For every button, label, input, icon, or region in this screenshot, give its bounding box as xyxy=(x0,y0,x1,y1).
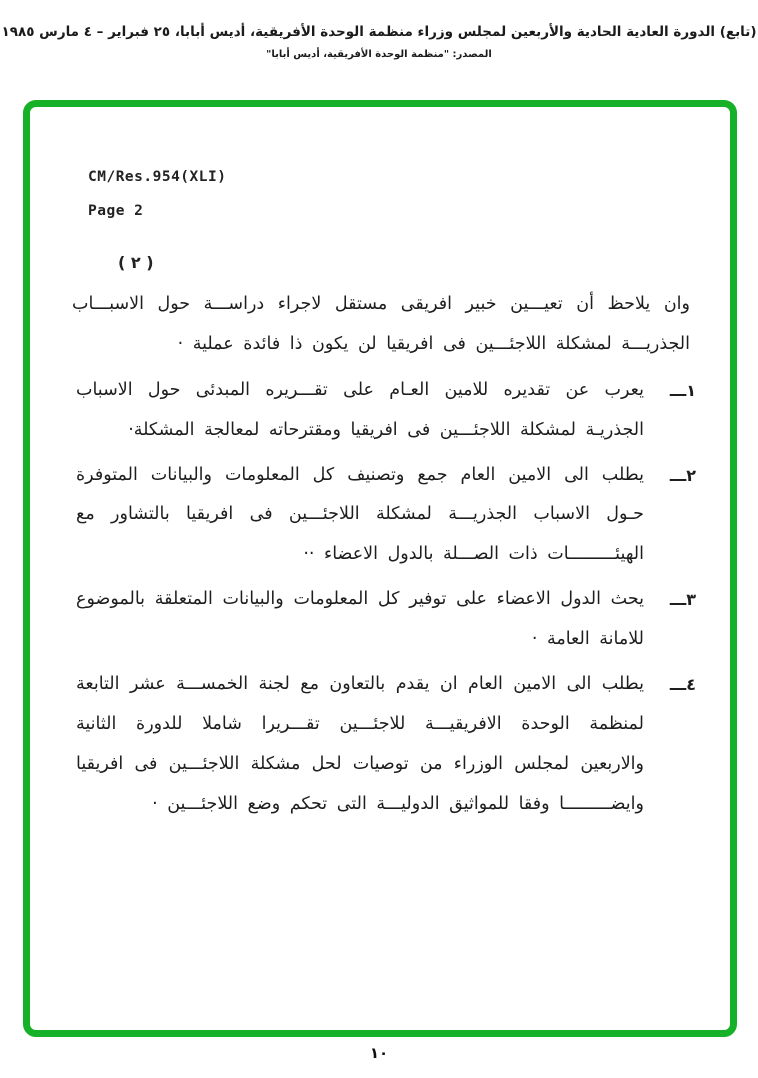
item-number: ٤ـــ xyxy=(669,675,696,695)
resolution-item-3 xyxy=(72,580,696,660)
item-text: يطلب الى الامين العام جمع وتصنيف كل المعلومات والبيانات المتوفرة حـول الاسباب الجذريـــة لمشكلة اللاجئـــين فى افريقيا بالتشاور مع الهيئـــــــــات ذات الصـــلة بالدول الاعضاء ·· xyxy=(76,464,644,565)
resolution-item-1 xyxy=(72,371,696,451)
document-reference: CM/Res.954(XLI) xyxy=(88,169,227,185)
item-text: يعرب عن تقديره للامين العـام على تقـــريره المبدئى حول الاسباب الجذريـة لمشكلة اللاجئـــين فى افريقيا ومقترحاته لمعالجة المشكلة· xyxy=(76,379,644,440)
item-number: ٢ـــ xyxy=(669,465,696,485)
folio-page-number: ١٠ xyxy=(369,1044,389,1062)
item-text: يحث الدول الاعضاء على توفير كل المعلومات والبيانات المتعلقة بالموضوع للامانة العامة · xyxy=(76,589,644,650)
resolution-body xyxy=(72,285,696,825)
item-number: ٣ـــ xyxy=(669,590,696,610)
document-page-label: Page 2 xyxy=(88,203,144,219)
green-highlight-frame xyxy=(23,100,737,1037)
resolution-item-4 xyxy=(72,665,696,825)
header-source-line: المصدر: "منظمة الوحدة الأفريقية، أديس أبابا" xyxy=(266,49,492,60)
resolution-item-2 xyxy=(72,456,696,576)
item-number: ١ـــ xyxy=(669,380,696,400)
preamble-paragraph: وان يلاحظ أن تعيـــين خبير افريقى مستقل لاجراء دراســـة حول الاسبـــاب الجذريـــة لمشكلة اللاجئـــين فى افريقيا لن يكون ذا فائدة عملية · xyxy=(72,294,690,354)
section-marker: ( ٢ ) xyxy=(118,253,154,272)
item-text: يطلب الى الامين العام ان يقدم بالتعاون مع لجنة الخمســـة عشر التابعة لمنظمة الوحدة الافريقيـــة للاجئـــين تقـــريرا شاملا للدورة الثانية والاربعين لمجلس الوزراء من توصيات لحل مشكلة اللاجئـــين فى افريقيا وايضـــــــــا وفقا للمواثيق الدوليـــة التى تحكم وضع اللاجئـــين · xyxy=(76,674,644,814)
header-session-title: (تابع) الدورة العادية الحادية والأربعين لمجلس وزراء منظمة الوحدة الأفريقية، أديس أبابا، ٢٥ فبراير – ٤ مارس ١٩٨٥ xyxy=(1,24,757,40)
page-header xyxy=(0,24,758,60)
